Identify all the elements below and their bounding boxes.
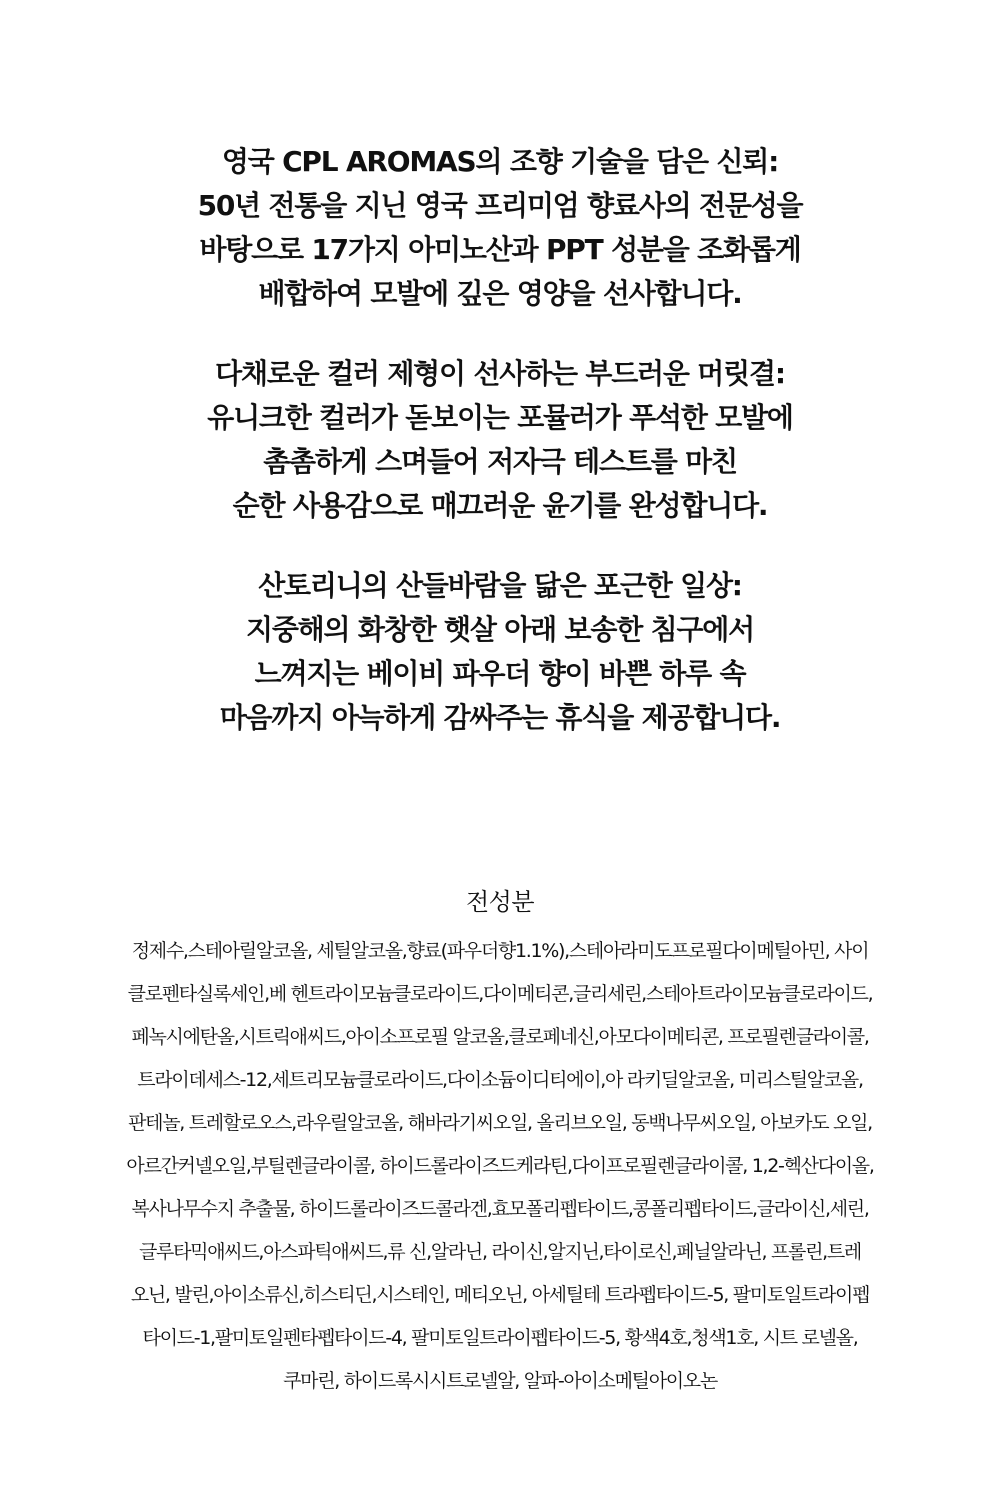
feature-block-scent-technology bbox=[40, 140, 960, 316]
feature-text-line: 바탕으로 17가지 아미노산과 PPT 성분을 조화롭게 bbox=[199, 233, 801, 266]
feature-descriptions bbox=[40, 140, 960, 776]
full-ingredients-section bbox=[40, 882, 960, 1403]
feature-text-line: 유니크한 컬러가 돋보이는 포뮬러가 푸석한 모발에 bbox=[207, 401, 793, 434]
feature-text-line: 촘촘하게 스며들어 저자극 테스트를 마친 bbox=[263, 445, 737, 478]
feature-text-line: 배합하여 모발에 깊은 영양을 선사합니다. bbox=[258, 277, 742, 310]
ingredients-text-line: 클로펜타실록세인,베 헨트라이모늄클로라이드,다이메티콘,글리세린,스테아트라이모늄클로라이드, bbox=[127, 983, 873, 1005]
ingredients-text-line: 쿠마린, 하이드록시시트로넬알, 알파-아이소메틸아이오논 bbox=[283, 1370, 717, 1392]
feature-text-line: 느껴지는 베이비 파우더 향이 바쁜 하루 속 bbox=[254, 657, 746, 690]
ingredients-text-line: 복사나무수지 추출물, 하이드롤라이즈드콜라겐,효모폴리펩타이드,콩폴리펩타이드,글라이신,세린, bbox=[131, 1198, 869, 1220]
feature-text-line: 마음까지 아늑하게 감싸주는 휴식을 제공합니다. bbox=[219, 701, 781, 734]
feature-heading: 영국 CPL AROMAS의 조향 기술을 담은 신뢰: bbox=[221, 145, 779, 178]
feature-text-line: 50년 전통을 지닌 영국 프리미엄 향료사의 전문성을 bbox=[197, 189, 803, 222]
feature-block-fragrance bbox=[40, 564, 960, 740]
ingredients-text-line: 판테놀, 트레할로오스,라우릴알코올, 해바라기씨오일, 올리브오일, 동백나무씨오일, 아보카도 오일, bbox=[128, 1112, 872, 1134]
ingredients-text-line: 정제수,스테아릴알코올, 세틸알코올,향료(파우더향1.1%),스테아라미도프로필다이메틸아민, 사이 bbox=[131, 940, 869, 962]
feature-heading: 다채로운 컬러 제형이 선사하는 부드러운 머릿결: bbox=[215, 357, 785, 390]
ingredients-text-line: 페녹시에탄올,시트릭애씨드,아이소프로필 알코올,클로페네신,아모다이메티콘, 프로필렌글라이콜, bbox=[131, 1026, 869, 1048]
feature-text-line: 순한 사용감으로 매끄러운 윤기를 완성합니다. bbox=[232, 489, 768, 522]
ingredients-text-line: 오닌, 발린,아이소류신,히스티딘,시스테인, 메티오닌, 아세틸테 트라펩타이드-5, 팔미토일트라이펩 bbox=[130, 1284, 870, 1306]
ingredients-text-line: 아르간커넬오일,부틸렌글라이콜, 하이드롤라이즈드케라틴,다이프로필렌글라이콜, 1,2-헥산다이올, bbox=[126, 1155, 874, 1177]
feature-text-line: 지중해의 화창한 햇살 아래 보송한 침구에서 bbox=[245, 613, 754, 646]
ingredients-text-line: 타이드-1,팔미토일펜타펩타이드-4, 팔미토일트라이펩타이드-5, 황색4호,청색1호, 시트 로넬올, bbox=[142, 1327, 858, 1349]
ingredients-list bbox=[40, 930, 960, 1403]
ingredients-title: 전성분 bbox=[465, 888, 535, 916]
feature-heading: 산토리니의 산들바람을 닮은 포근한 일상: bbox=[258, 569, 742, 602]
ingredients-text-line: 글루타믹애씨드,아스파틱애씨드,류 신,알라닌, 라이신,알지닌,타이로신,페닐알라닌, 프롤린,트레 bbox=[139, 1241, 861, 1263]
feature-block-color-formula bbox=[40, 352, 960, 528]
ingredients-text-line: 트라이데세스-12,세트리모늄클로라이드,다이소듐이디티에이,아 라키딜알코올, 미리스틸알코올, bbox=[137, 1069, 863, 1091]
